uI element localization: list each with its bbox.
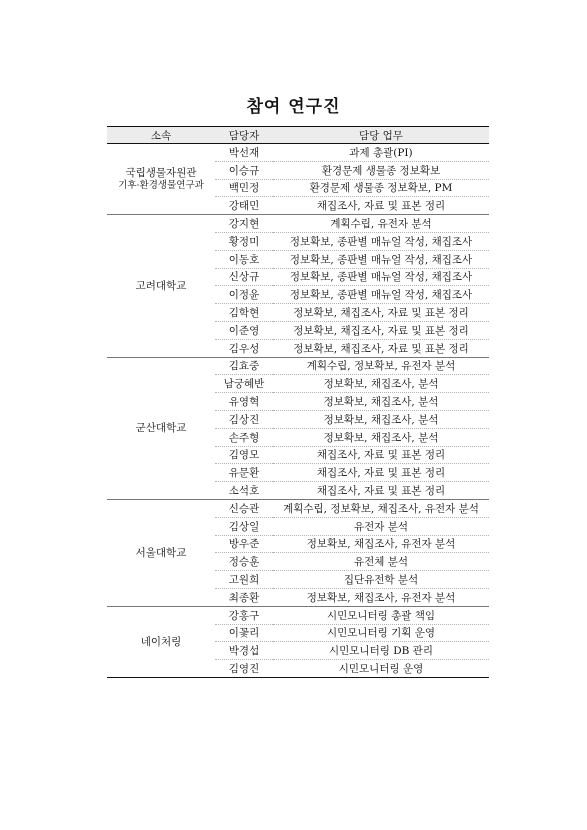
- header-org: 소속: [107, 127, 215, 144]
- member-duty: 정보확보, 채집조사, 자료 및 표본 정리: [273, 339, 489, 357]
- member-name: 유영혁: [215, 393, 273, 411]
- member-name: 남궁혜반: [215, 375, 273, 393]
- member-duty: 정보확보, 종판별 매뉴얼 작성, 채집조사: [273, 232, 489, 250]
- member-duty: 시민모니터링 운영: [273, 660, 489, 678]
- member-duty: 정보확보, 채집조사, 자료 및 표본 정리: [273, 304, 489, 322]
- affiliation-cell: [107, 215, 215, 357]
- member-duty: 환경문제 생물종 정보확보, PM: [273, 179, 489, 197]
- member-duty: 집단유전학 분석: [273, 571, 489, 589]
- member-name: 이동호: [215, 250, 273, 268]
- member-duty: 채집조사, 자료 및 표본 정리: [273, 446, 489, 464]
- table-body: [107, 144, 489, 678]
- member-duty: 계획수립, 정보확보, 채집조사, 유전자 분석: [273, 499, 489, 517]
- affiliation-line: 기후·환경생물연구과: [118, 179, 204, 191]
- affiliation-cell: [107, 357, 215, 499]
- member-duty: 정보확보, 채집조사, 유전자 분석: [273, 588, 489, 606]
- member-duty: 과제 총괄(PI): [273, 144, 489, 162]
- affiliation-line: 국립생물자원관: [125, 166, 197, 179]
- member-duty: 채집조사, 자료 및 표본 정리: [273, 197, 489, 215]
- affiliation-cell: [107, 144, 215, 215]
- member-name: 신상규: [215, 268, 273, 286]
- member-name: 김우성: [215, 339, 273, 357]
- member-name: 김효중: [215, 357, 273, 375]
- research-team-table: [107, 126, 489, 678]
- page-title: 참여 연구진: [246, 97, 341, 117]
- member-name: 고원희: [215, 571, 273, 589]
- table-row: [107, 215, 489, 233]
- member-name: 소석호: [215, 482, 273, 500]
- member-name: 김상진: [215, 410, 273, 428]
- member-duty: 시민모니터링 총괄 책임: [273, 606, 489, 624]
- member-duty: 채집조사, 자료 및 표본 정리: [273, 464, 489, 482]
- member-name: 강홍구: [215, 606, 273, 624]
- table-row: [107, 606, 489, 624]
- table-row: [107, 499, 489, 517]
- member-duty: 계획수립, 정보확보, 유전자 분석: [273, 357, 489, 375]
- member-name: 김학현: [215, 304, 273, 322]
- member-duty: 유전체 분석: [273, 553, 489, 571]
- member-duty: 정보확보, 채집조사, 유전자 분석: [273, 535, 489, 553]
- member-name: 김상일: [215, 517, 273, 535]
- member-name: 김영모: [215, 446, 273, 464]
- member-name: 박경섭: [215, 642, 273, 660]
- member-name: 이준영: [215, 321, 273, 339]
- affiliation-line: 군산대학교: [135, 422, 187, 435]
- affiliation-cell: [107, 606, 215, 677]
- affiliation-line: 고려대학교: [135, 279, 187, 292]
- member-name: 강지현: [215, 215, 273, 233]
- member-duty: 시민모니터링 DB 관리: [273, 642, 489, 660]
- member-name: 백민정: [215, 179, 273, 197]
- member-name: 손주형: [215, 428, 273, 446]
- member-duty: 정보확보, 채집조사, 자료 및 표본 정리: [273, 321, 489, 339]
- table-row: [107, 357, 489, 375]
- member-duty: 정보확보, 채집조사, 분석: [273, 375, 489, 393]
- member-duty: 정보확보, 종판별 매뉴얼 작성, 채집조사: [273, 250, 489, 268]
- member-name: 유문환: [215, 464, 273, 482]
- affiliation-cell: [107, 499, 215, 606]
- member-duty: 환경문제 생물종 정보확보: [273, 161, 489, 179]
- member-duty: 정보확보, 채집조사, 분석: [273, 428, 489, 446]
- affiliation-line: 네이처링: [140, 635, 182, 648]
- member-name: 이승규: [215, 161, 273, 179]
- member-duty: 정보확보, 종판별 매뉴얼 작성, 채집조사: [273, 286, 489, 304]
- member-name: 최종환: [215, 588, 273, 606]
- header-duty: 담당 업무: [273, 127, 489, 144]
- member-duty: 정보확보, 채집조사, 분석: [273, 393, 489, 411]
- member-duty: 정보확보, 채집조사, 분석: [273, 410, 489, 428]
- member-duty: 정보확보, 종판별 매뉴얼 작성, 채집조사: [273, 268, 489, 286]
- member-duty: 채집조사, 자료 및 표본 정리: [273, 482, 489, 500]
- member-name: 이꽃리: [215, 624, 273, 642]
- member-duty: 시민모니터링 기획 운영: [273, 624, 489, 642]
- member-name: 김영진: [215, 660, 273, 678]
- member-duty: 유전자 분석: [273, 517, 489, 535]
- member-name: 이정윤: [215, 286, 273, 304]
- member-name: 박선재: [215, 144, 273, 162]
- member-name: 방우준: [215, 535, 273, 553]
- member-name: 황정미: [215, 232, 273, 250]
- table-row: [107, 144, 489, 162]
- member-duty: 계획수립, 유전자 분석: [273, 215, 489, 233]
- affiliation-line: 서울대학교: [135, 546, 187, 559]
- member-name: 정승훈: [215, 553, 273, 571]
- member-name: 신승관: [215, 499, 273, 517]
- header-name: 담당자: [215, 127, 273, 144]
- table-header-row: [107, 127, 489, 144]
- member-name: 강태민: [215, 197, 273, 215]
